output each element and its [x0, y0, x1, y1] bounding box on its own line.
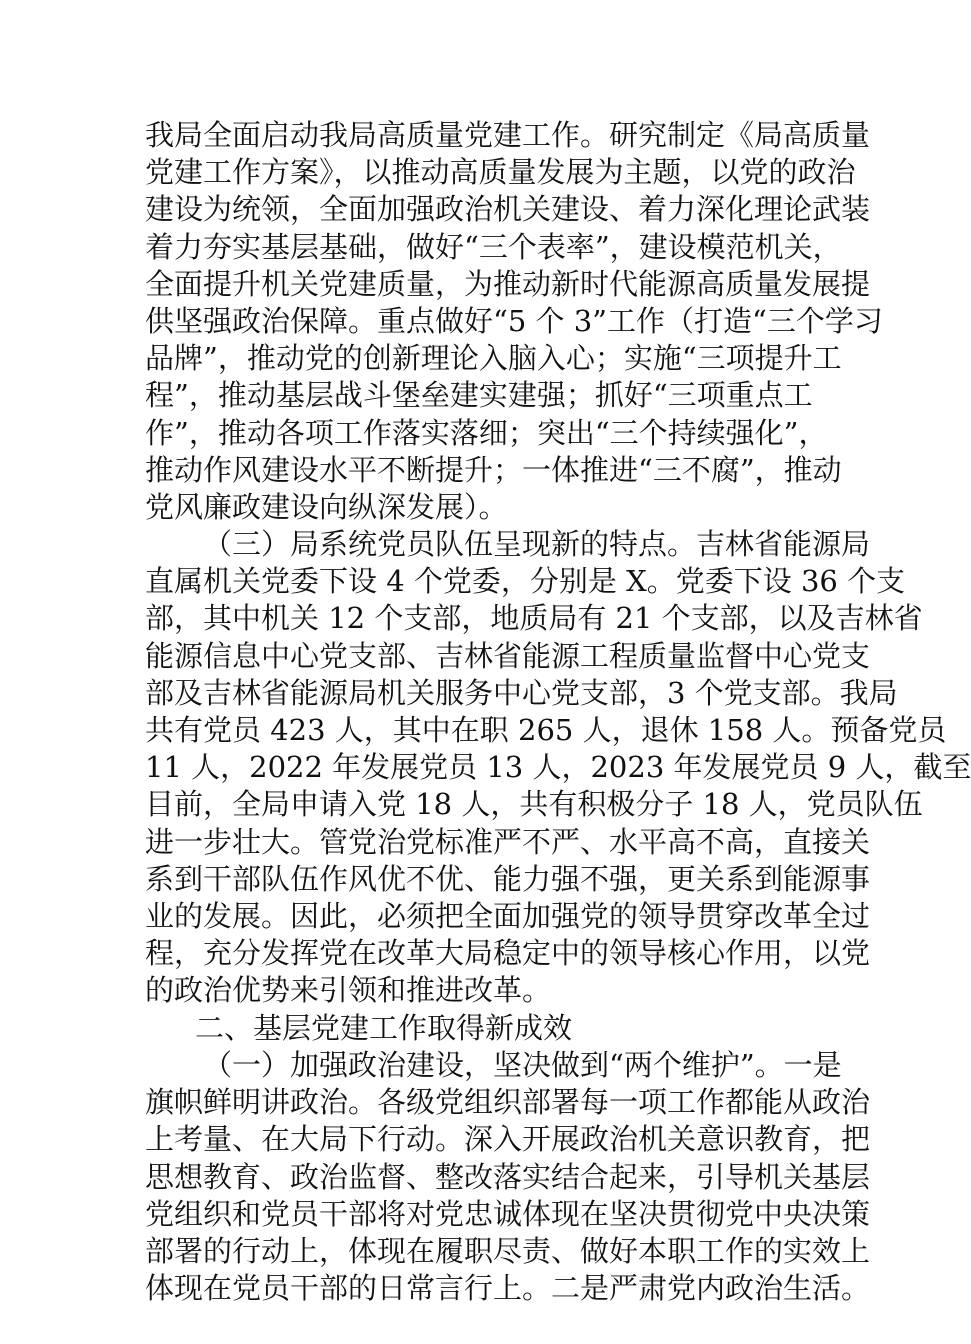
text-line: 全面提升机关党建质量，为推动新时代能源高质量发展提 — [145, 266, 871, 301]
text-line: 程，充分发挥党在改革大局稳定中的领导核心作用，以党 — [145, 936, 871, 971]
text-line: 部，其中机关 12 个支部，地质局有 21 个支部，以及吉林省 — [145, 601, 923, 636]
section-heading — [145, 1010, 815, 1047]
text-line: 进一步壮大。管党治党标准严不严、水平高不高，直接关 — [145, 824, 871, 859]
text-line: 供坚强政治保障。重点做好“5 个 3”工作（打造“三个学习 — [145, 303, 883, 338]
text-line: 程”，推动基层战斗堡垒建实建强；抓好“三项重点工 — [145, 378, 813, 413]
text-line: 体现在党员干部的日常言行上。二是严肃党内政治生活。 — [145, 1271, 871, 1306]
text-line: 旗帜鲜明讲政治。各级党组织部署每一项工作都能从政治 — [145, 1085, 871, 1120]
text-line: 党组织和党员干部将对党忠诚体现在坚决贯彻党中央决策 — [145, 1196, 871, 1231]
paragraph-party-building-plan — [145, 117, 883, 526]
text-line: 系到干部队伍作风优不优、能力强不强，更关系到能源事 — [145, 861, 871, 896]
text-line: 能源信息中心党支部、吉林省能源工程质量监督中心党支 — [145, 638, 871, 673]
text-line: （一）加强政治建设，坚决做到“两个维护”。一是 — [203, 1048, 842, 1082]
text-line: 业的发展。因此，必须把全面加强党的领导贯穿改革全过 — [145, 898, 871, 933]
text-line: 11 人，2022 年发展党员 13 人，2023 年发展党员 9 人，截至 — [145, 750, 971, 785]
text-line: （三）局系统党员队伍呈现新的特点。吉林省能源局 — [203, 527, 871, 561]
text-line: 着力夯实基层基础，做好“三个表率”，建设模范机关， — [145, 229, 842, 264]
text-line: 思想教育、政治监督、整改落实结合起来，引导机关基层 — [145, 1159, 871, 1194]
text-line: 我局全面启动我局高质量党建工作。研究制定《局高质量 — [145, 118, 871, 152]
text-line: 推动作风建设水平不断提升；一体推进“三不腐”，推动 — [145, 452, 842, 487]
text-line: 建设为统领，全面加强政治机关建设、着力深化理论武装 — [145, 192, 871, 227]
paragraph-party-member-team — [145, 526, 971, 1009]
text-line: 的政治优势来引领和推进改革。 — [145, 973, 552, 1008]
text-line: 部及吉林省能源局机关服务中心党支部，3 个党支部。我局 — [145, 675, 898, 710]
text-line: 党建工作方案》，以推动高质量发展为主题，以党的政治 — [145, 155, 856, 190]
text-line: 上考量、在大局下行动。深入开展政治机关意识教育，把 — [145, 1122, 871, 1157]
text-line: 党风廉政建设向纵深发展）。 — [145, 489, 508, 524]
text-line: 直属机关党委下设 4 个党委，分别是 X。党委下设 36 个支 — [145, 564, 906, 599]
text-line: 作”，推动各项工作落实落细；突出“三个持续强化”， — [145, 415, 828, 450]
text-line: 品牌”，推动党的创新理论入脑入心；实施“三项提升工 — [145, 341, 842, 376]
paragraph-political-construction — [145, 1047, 871, 1307]
text-line: 目前，全局申请入党 18 人，共有积极分子 18 人，党员队伍 — [145, 787, 923, 822]
text-line: 共有党员 423 人，其中在职 265 人，退休 158 人。预备党员 — [145, 712, 947, 747]
text-line: 部署的行动上，体现在履职尽责、做好本职工作的实效上 — [145, 1233, 871, 1268]
heading-2: 二、基层党建工作取得新成效 — [195, 1011, 573, 1045]
